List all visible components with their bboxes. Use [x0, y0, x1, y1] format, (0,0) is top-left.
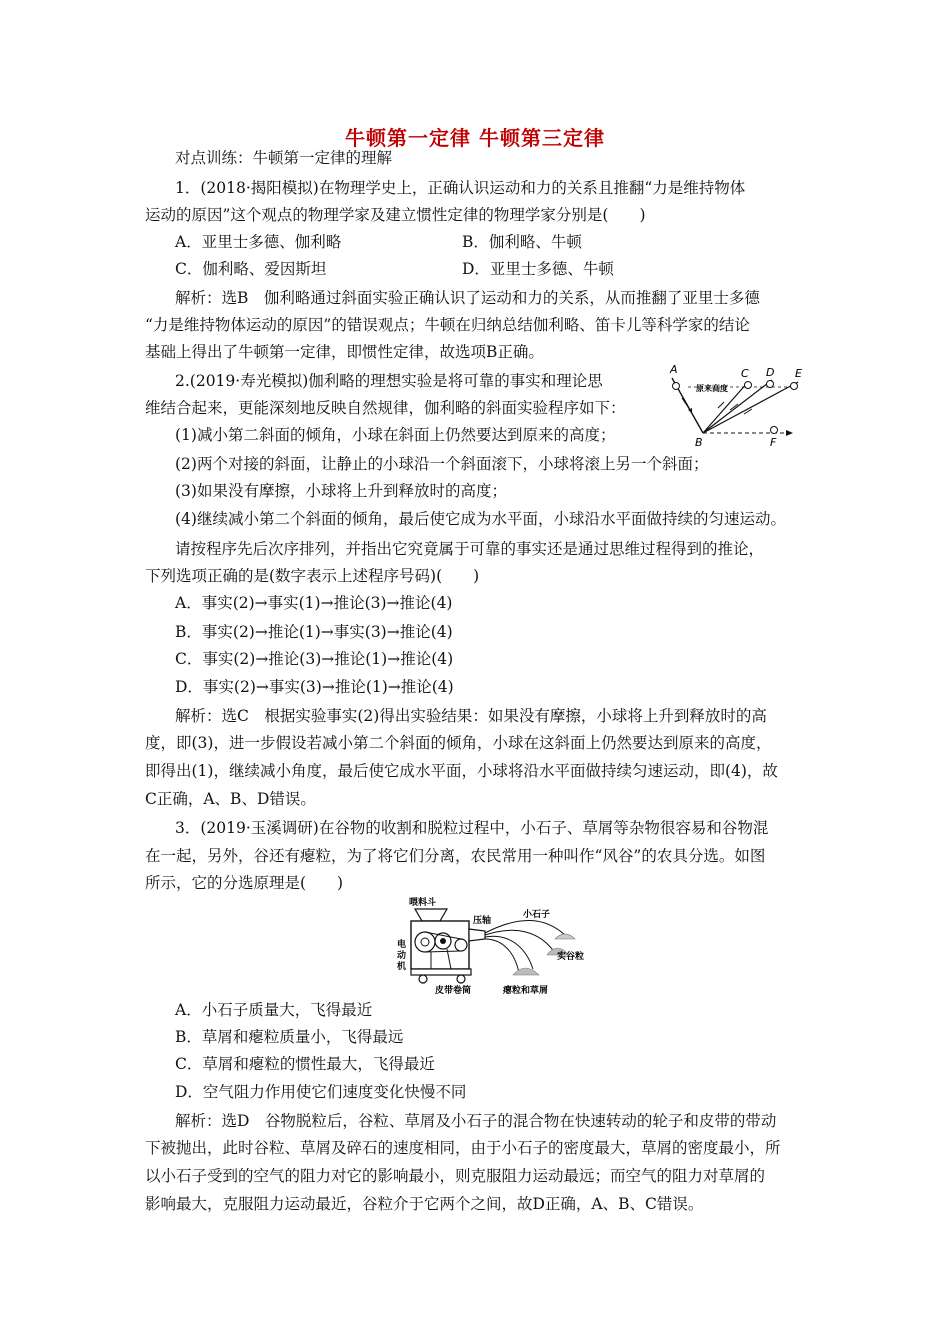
- wheel-icon: [457, 975, 465, 983]
- label-c: C: [741, 367, 749, 380]
- q3-stem-line: 所示，它的分选原理是( ): [145, 874, 344, 892]
- label-original-height: 原来高度: [696, 384, 728, 393]
- trajectory-grain: [485, 930, 555, 953]
- q1-stem-line: 运动的原因”这个观点的物理学家及建立惯性定律的物理学家分别是( ): [145, 206, 646, 224]
- q1-option-b: B．伽利略、牛顿: [462, 233, 582, 251]
- q2-answer-line: 即得出(1)，继续减小角度，最后使它成水平面，小球将沿水平面做持续匀速运动，即(4)，故: [145, 762, 778, 780]
- q2-answer-line: 解析：选C 根据实验事实(2)得出实验结果：如果没有摩擦，小球将上升到释放时的高: [175, 707, 767, 725]
- label-motor-1: 电: [397, 940, 407, 950]
- q3-option-b: B．草屑和瘪粒质量小，飞得最远: [175, 1028, 404, 1046]
- q3-answer-line: 以小石子受到的空气的阻力对它的影响最小，则克服阻力运动最远；而空气的阻力对草屑的: [145, 1167, 766, 1185]
- roller-pulley: [455, 939, 467, 951]
- section-heading: 对点训练：牛顿第一定律的理解: [175, 149, 393, 167]
- label-f: F: [770, 436, 777, 448]
- arrow-head-icon: [786, 430, 793, 436]
- q3-answer-line: 解析：选D 谷物脱粒后，谷粒、草屑及小石子的混合物在快速转动的轮子和皮带的带动: [175, 1112, 777, 1130]
- stone-pile: [555, 934, 575, 939]
- label-motor-3: 机: [397, 962, 407, 972]
- wheel-icon: [419, 975, 427, 983]
- arrow-icon: [718, 402, 724, 408]
- label-motor-2: 动: [397, 951, 407, 961]
- ball-icon: [673, 383, 680, 390]
- label-d: D: [766, 366, 775, 379]
- q3-option-d: D．空气阻力作用使它们速度变化快慢不同: [175, 1083, 467, 1101]
- ball-icon: [745, 382, 752, 389]
- hopper-shape: [415, 909, 447, 921]
- motor-pulley-center: [421, 938, 429, 946]
- arrow-icon: [682, 398, 690, 410]
- label-b: B: [695, 436, 703, 448]
- trajectory-chaff: [485, 939, 519, 973]
- q2-ask-line: 下列选项正确的是(数字表示上述程序号码)( ): [145, 567, 480, 585]
- q2-option-a: A．事实(2)→事实(1)→推论(3)→推论(4): [175, 594, 453, 612]
- q2-option-c: C．事实(2)→推论(3)→推论(1)→推论(4): [175, 650, 454, 668]
- q1-option-d: D．亚里士多德、牛顿: [462, 260, 614, 278]
- q3-answer-line: 下被抛出，此时谷粒、草屑及碎石的速度相同，由于小石子的密度最大，草屑的密度最小，所: [145, 1139, 781, 1157]
- ball-icon: [791, 383, 798, 390]
- q1-stem-line: 1．(2018·揭阳模拟)在物理学史上，正确认识运动和力的关系且推翻“力是维持物体: [175, 179, 746, 197]
- q1-option-a: A．亚里士多德、伽利略: [175, 233, 342, 251]
- label-belt: 皮带卷筒: [435, 986, 472, 995]
- q2-step-1: (1)减小第二斜面的倾角，小球在斜面上仍然要达到原来的高度；: [175, 426, 616, 444]
- q2-answer-line: 度，即(3)，进一步假设若减小第二个斜面的倾角，小球在这斜面上仍然要达到原来的高度，: [145, 734, 772, 752]
- q3-stem-line: 在一起，另外，谷还有瘪粒，为了将它们分离，农民常用一种叫作“风谷”的农具分选。如图: [145, 847, 766, 865]
- label-grain: 实谷粒: [557, 952, 585, 962]
- ball-icon: [767, 381, 774, 388]
- winnowing-machine-figure: [395, 895, 610, 995]
- q1-option-c: C．伽利略、爱因斯坦: [175, 260, 327, 278]
- q3-answer-line: 影响最大，克服阻力运动最近，谷粒介于它两个之间，故D正确，A、B、C错误。: [145, 1195, 704, 1213]
- q1-answer-line: “力是维持物体运动的原因”的错误观点；牛顿在归纳总结伽利略、笛卡儿等科学家的结论: [145, 316, 750, 334]
- ball-icon: [771, 427, 778, 434]
- outlet-nozzle: [469, 929, 485, 941]
- label-a: A: [670, 364, 678, 376]
- q1-answer-line: 解析：选B 伽利略通过斜面实验正确认识了运动和力的关系，从而推翻了亚里士多德: [175, 289, 760, 307]
- q1-answer-line: 基础上得出了牛顿第一定律，即惯性定律，故选项B正确。: [145, 343, 544, 361]
- q2-answer-line: C正确，A、B、D错误。: [145, 790, 316, 808]
- q2-ask-line: 请按程序先后次序排列，并指出它究竟属于可靠的事实还是通过思维过程得到的推论，: [175, 540, 765, 558]
- q3-option-c: C．草屑和瘪粒的惯性最大，飞得最近: [175, 1055, 435, 1073]
- galileo-incline-figure: [668, 364, 814, 448]
- q3-stem-line: 3．(2019·玉溪调研)在谷物的收割和脱粒过程中，小石子、草屑等杂物很容易和谷物混: [175, 819, 769, 837]
- q2-step-4: (4)继续减小第二个斜面的倾角，最后使它成为水平面，小球沿水平面做持续的匀速运动。: [175, 510, 786, 528]
- machine-base: [411, 969, 471, 975]
- q2-step-2: (2)两个对接的斜面，让静止的小球沿一个斜面滚下，小球将滚上另一个斜面；: [175, 455, 709, 473]
- q2-stem-line: 2.(2019·寿光模拟)伽利略的理想实验是将可靠的事实和理论思: [175, 372, 603, 390]
- label-hopper: 喂料斗: [409, 898, 437, 908]
- label-chaff: 瘪粒和草屑: [503, 986, 549, 995]
- q2-option-d: D．事实(2)→事实(3)→推论(1)→推论(4): [175, 678, 454, 696]
- q2-option-b: B．事实(2)→推论(1)→事实(3)→推论(4): [175, 623, 453, 641]
- q2-stem-line: 维结合起来，更能深刻地反映自然规律，伽利略的斜面实验程序如下：: [145, 399, 626, 417]
- label-roller: 压轴: [473, 916, 492, 926]
- chaff-pile: [513, 968, 539, 975]
- trajectory-chaff: [485, 936, 533, 969]
- label-stone: 小石子: [523, 910, 551, 920]
- q2-step-3: (3)如果没有摩擦，小球将上升到释放时的高度；: [175, 482, 507, 500]
- belt-drum-center: [440, 938, 446, 944]
- trajectory-stone: [485, 920, 565, 935]
- label-e: E: [795, 367, 802, 380]
- q3-option-a: A．小石子质量大，飞得最近: [175, 1001, 373, 1019]
- page-title: 牛顿第一定律 牛顿第三定律: [345, 126, 605, 150]
